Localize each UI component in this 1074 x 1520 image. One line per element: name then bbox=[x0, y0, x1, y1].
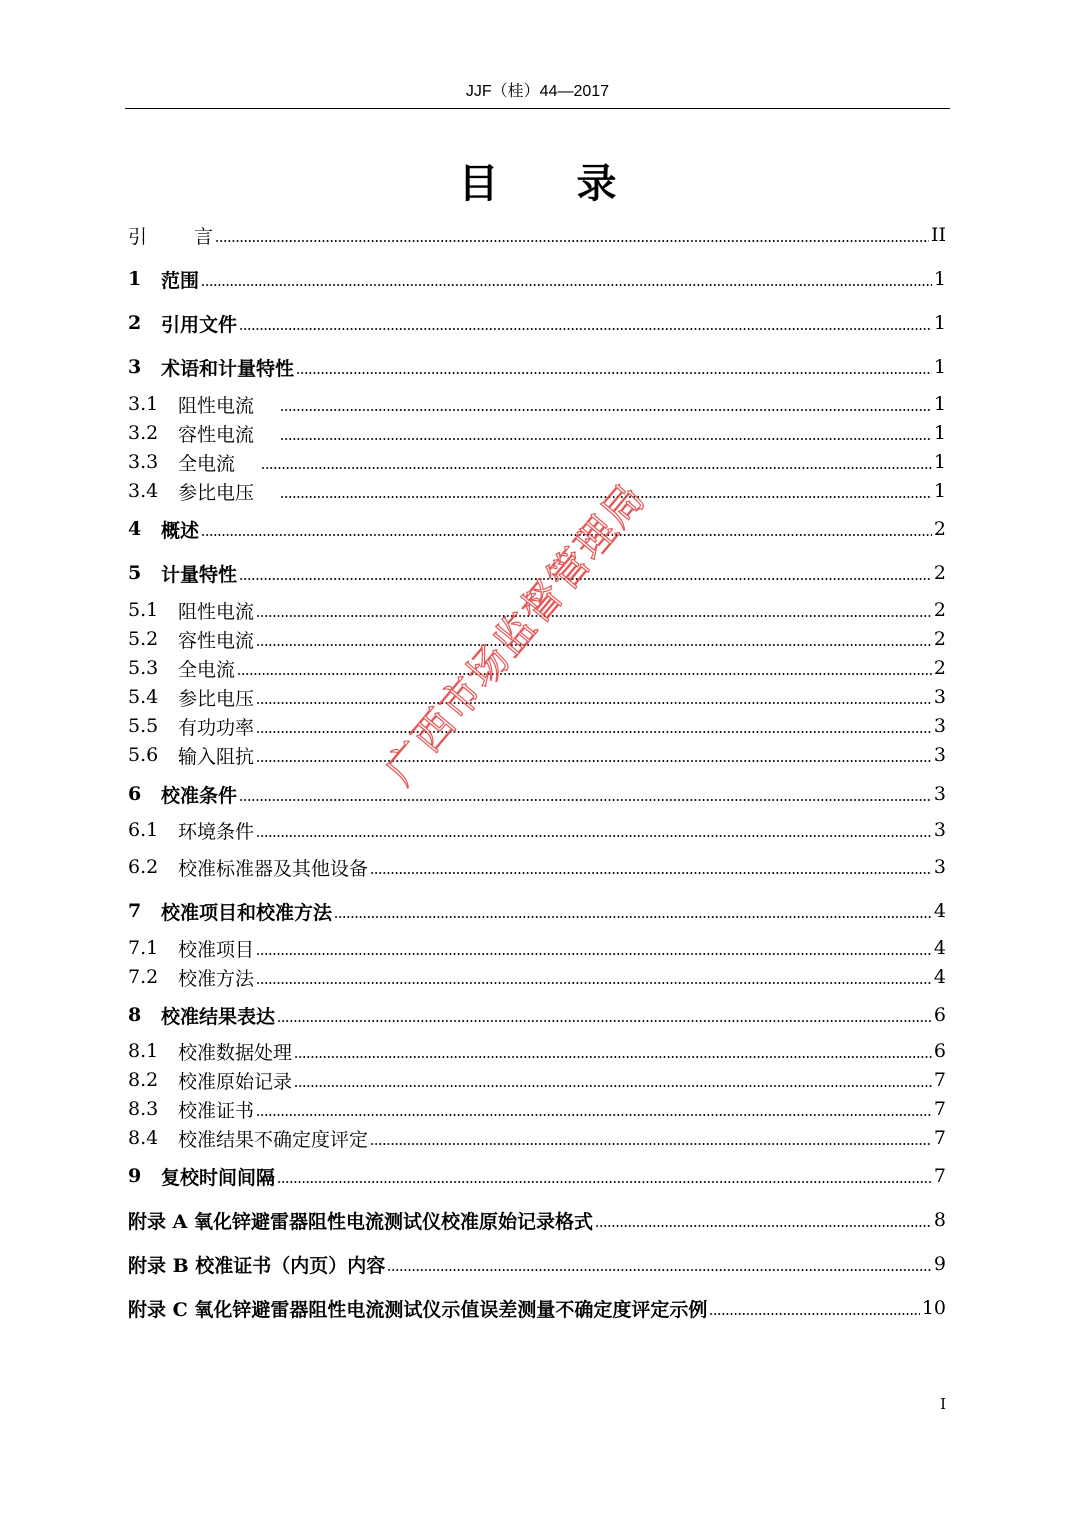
dot-leader bbox=[239, 785, 932, 804]
dot-leader bbox=[280, 395, 932, 414]
toc-entry-number: 2 bbox=[128, 312, 142, 334]
toc-entry-title: 全电流 bbox=[178, 658, 236, 681]
toc-entry-page: 1 bbox=[933, 422, 946, 444]
dot-leader bbox=[237, 659, 932, 678]
toc-entry-page: 3 bbox=[933, 856, 946, 878]
toc-entry[interactable] bbox=[128, 1036, 946, 1066]
dot-leader bbox=[277, 1167, 932, 1186]
header-rule bbox=[125, 108, 950, 109]
toc-entry[interactable] bbox=[128, 558, 946, 588]
dot-leader bbox=[256, 968, 932, 987]
toc-entry-number: 7 bbox=[128, 900, 142, 922]
toc-entry[interactable] bbox=[128, 1065, 946, 1095]
toc-entry-number: 6.1 bbox=[128, 819, 159, 841]
dot-leader bbox=[370, 858, 932, 877]
toc-entry-page: 4 bbox=[933, 937, 946, 959]
toc-entry-page: 2 bbox=[933, 518, 946, 540]
toc-entry-title: 阻性电流 bbox=[178, 394, 255, 417]
dot-leader bbox=[256, 746, 932, 765]
toc-entry-number: 3.3 bbox=[128, 451, 159, 473]
toc-entry[interactable] bbox=[128, 264, 946, 294]
toc-entry[interactable] bbox=[128, 1293, 946, 1323]
dot-leader bbox=[256, 688, 932, 707]
dot-leader bbox=[201, 270, 932, 289]
toc-entry-number: 6 bbox=[128, 783, 142, 805]
dot-leader bbox=[256, 1100, 932, 1119]
dot-leader bbox=[239, 564, 932, 583]
toc-entry[interactable] bbox=[128, 514, 946, 544]
dot-leader bbox=[239, 314, 932, 333]
toc-entry-title: 校准标准器及其他设备 bbox=[178, 857, 369, 880]
toc-entry-page: 1 bbox=[933, 393, 946, 415]
toc-entry-page: 2 bbox=[933, 657, 946, 679]
toc-entry-page: 7 bbox=[933, 1165, 946, 1187]
toc-entry-title: 输入阻抗 bbox=[178, 745, 255, 768]
toc-entry-title: 校准条件 bbox=[161, 784, 238, 807]
dot-leader bbox=[256, 821, 932, 840]
toc-entry-title: 参比电压 bbox=[178, 481, 255, 504]
toc-entry-number: 5.2 bbox=[128, 628, 159, 650]
toc-entry-number: 5.1 bbox=[128, 599, 159, 621]
toc-entry-page: 3 bbox=[933, 819, 946, 841]
dot-leader bbox=[277, 1006, 932, 1025]
dot-leader bbox=[261, 453, 932, 472]
toc-entry-title: 阻性电流 bbox=[178, 600, 255, 623]
toc-entry-number: 5.4 bbox=[128, 686, 159, 708]
toc-entry-title: 言 bbox=[194, 225, 214, 248]
toc-entry-page: 1 bbox=[933, 480, 946, 502]
toc-entry[interactable] bbox=[128, 711, 946, 741]
dot-leader bbox=[215, 226, 929, 245]
dot-leader bbox=[201, 520, 932, 539]
dot-leader bbox=[280, 482, 932, 501]
dot-leader bbox=[595, 1211, 932, 1230]
toc-entry-page: 1 bbox=[933, 268, 946, 290]
dot-leader bbox=[256, 630, 932, 649]
toc-entry-page: 4 bbox=[933, 900, 946, 922]
toc-entry-title: 全电流 bbox=[178, 452, 236, 475]
toc-entry-page: 3 bbox=[933, 715, 946, 737]
toc-entry-number: 7.2 bbox=[128, 966, 159, 988]
toc-entry-number: 5 bbox=[128, 562, 142, 584]
toc-entry[interactable] bbox=[128, 595, 946, 625]
toc-entry-page: 2 bbox=[933, 628, 946, 650]
toc-entry-title: 计量特性 bbox=[161, 563, 238, 586]
toc-entry-title: 校准项目和校准方法 bbox=[161, 901, 333, 924]
toc-entry-page: 4 bbox=[933, 966, 946, 988]
dot-leader bbox=[280, 424, 932, 443]
toc-entry[interactable] bbox=[128, 389, 946, 419]
toc-entry-page: 9 bbox=[933, 1253, 946, 1275]
toc-entry-number: 4 bbox=[128, 518, 142, 540]
toc-entry-title: 校准结果表达 bbox=[161, 1005, 276, 1028]
toc-entry-page: 8 bbox=[933, 1209, 946, 1231]
toc-entry-number: 7.1 bbox=[128, 937, 159, 959]
toc-entry-title: 引用文件 bbox=[161, 313, 238, 336]
dot-leader bbox=[709, 1299, 919, 1318]
toc-entry[interactable] bbox=[128, 682, 946, 712]
toc-entry-title: 容性电流 bbox=[178, 423, 255, 446]
toc-entry[interactable] bbox=[128, 1000, 946, 1030]
toc-entry-number: 8 bbox=[128, 1004, 142, 1026]
toc-entry-number: 5.6 bbox=[128, 744, 159, 766]
toc-entry[interactable] bbox=[128, 476, 946, 506]
toc-entry-number: 8.4 bbox=[128, 1127, 159, 1149]
toc-entry[interactable] bbox=[128, 740, 946, 770]
toc-entry[interactable] bbox=[128, 1161, 946, 1191]
toc-entry-number: 3 bbox=[128, 356, 142, 378]
toc-entry[interactable] bbox=[128, 1249, 946, 1279]
toc-entry-page: 7 bbox=[933, 1069, 946, 1091]
toc-entry[interactable] bbox=[128, 962, 946, 992]
toc-entry[interactable] bbox=[128, 1123, 946, 1153]
toc-entry-title: 复校时间间隔 bbox=[161, 1166, 276, 1189]
toc-entry-title: 附录 C 氧化锌避雷器阻性电流测试仪示值误差测量不确定度评定示例 bbox=[128, 1298, 708, 1321]
toc-entry-title: 术语和计量特性 bbox=[161, 357, 295, 380]
toc-entry-number: 5.3 bbox=[128, 657, 159, 679]
toc-entry-title: 附录 B 校准证书（内页）内容 bbox=[128, 1254, 386, 1277]
dot-leader bbox=[334, 902, 932, 921]
toc-entry-title: 校准数据处理 bbox=[178, 1041, 293, 1064]
toc-entry-number: 5.5 bbox=[128, 715, 159, 737]
toc-entry-number: 6.2 bbox=[128, 856, 159, 878]
toc-entry-title: 范围 bbox=[161, 269, 200, 292]
toc-entry-page: 6 bbox=[933, 1004, 946, 1026]
toc-entry-number: 3.4 bbox=[128, 480, 159, 502]
toc-entry-number: 8.2 bbox=[128, 1069, 159, 1091]
toc-entry[interactable] bbox=[128, 896, 946, 926]
toc-entry[interactable] bbox=[128, 933, 946, 963]
toc-entry[interactable] bbox=[128, 1094, 946, 1124]
toc-entry-page: 2 bbox=[933, 562, 946, 584]
dot-leader bbox=[370, 1129, 932, 1148]
toc-title: 目录 bbox=[458, 161, 695, 207]
toc-entry-title: 有功功率 bbox=[178, 716, 255, 739]
toc-entry-title: 校准证书 bbox=[178, 1099, 255, 1122]
dot-leader bbox=[294, 1071, 932, 1090]
toc-entry-number: 引 bbox=[128, 225, 148, 248]
dot-leader bbox=[256, 939, 932, 958]
toc-entry-page: 3 bbox=[933, 744, 946, 766]
toc-entry[interactable] bbox=[128, 418, 946, 448]
toc-entry-page: 3 bbox=[933, 686, 946, 708]
toc-entry-page: 3 bbox=[933, 783, 946, 805]
toc-entry-number: 9 bbox=[128, 1165, 142, 1187]
toc-entry-number: 8.1 bbox=[128, 1040, 159, 1062]
toc-entry[interactable] bbox=[128, 852, 946, 882]
toc-entry-number: 3.2 bbox=[128, 422, 159, 444]
toc-entry[interactable] bbox=[128, 447, 946, 477]
dot-leader bbox=[387, 1255, 932, 1274]
toc-entry-title: 参比电压 bbox=[178, 687, 255, 710]
footer-page-number: I bbox=[940, 1395, 946, 1413]
toc-entry-page: 1 bbox=[933, 356, 946, 378]
dot-leader bbox=[256, 717, 932, 736]
toc-entry-title: 校准方法 bbox=[178, 967, 255, 990]
toc-entry[interactable] bbox=[128, 624, 946, 654]
dot-leader bbox=[296, 358, 932, 377]
toc-entry-title: 校准结果不确定度评定 bbox=[178, 1128, 369, 1151]
toc-entry-number: 1 bbox=[128, 268, 142, 290]
toc-entry-title: 环境条件 bbox=[178, 820, 255, 843]
dot-leader bbox=[294, 1042, 932, 1061]
toc-entry[interactable] bbox=[128, 653, 946, 683]
toc-entry-title: 容性电流 bbox=[178, 629, 255, 652]
toc-entry-page: 7 bbox=[933, 1127, 946, 1149]
toc-entry-page: 6 bbox=[933, 1040, 946, 1062]
toc-entry[interactable] bbox=[128, 308, 946, 338]
toc-entry[interactable] bbox=[128, 1205, 946, 1235]
toc-entry[interactable] bbox=[128, 220, 946, 250]
toc-entry-page: 1 bbox=[933, 312, 946, 334]
toc-entry[interactable] bbox=[128, 352, 946, 382]
document-code-header: JJF（桂）44—2017 bbox=[465, 83, 610, 100]
toc-entry-title: 校准原始记录 bbox=[178, 1070, 293, 1093]
toc-entry-page: 2 bbox=[933, 599, 946, 621]
dot-leader bbox=[256, 601, 932, 620]
toc-entry-page: II bbox=[930, 224, 946, 246]
toc-entry-page: 7 bbox=[933, 1098, 946, 1120]
toc-entry-title: 概述 bbox=[161, 519, 200, 542]
toc-entry-number: 8.3 bbox=[128, 1098, 159, 1120]
toc-entry-title: 校准项目 bbox=[178, 938, 255, 961]
toc-entry-page: 10 bbox=[921, 1297, 946, 1319]
toc-entry-number: 3.1 bbox=[128, 393, 159, 415]
toc-entry-title: 附录 A 氧化锌避雷器阻性电流测试仪校准原始记录格式 bbox=[128, 1210, 593, 1233]
toc-entry-page: 1 bbox=[933, 451, 946, 473]
toc-entry[interactable] bbox=[128, 779, 946, 809]
toc-entry[interactable] bbox=[128, 815, 946, 845]
